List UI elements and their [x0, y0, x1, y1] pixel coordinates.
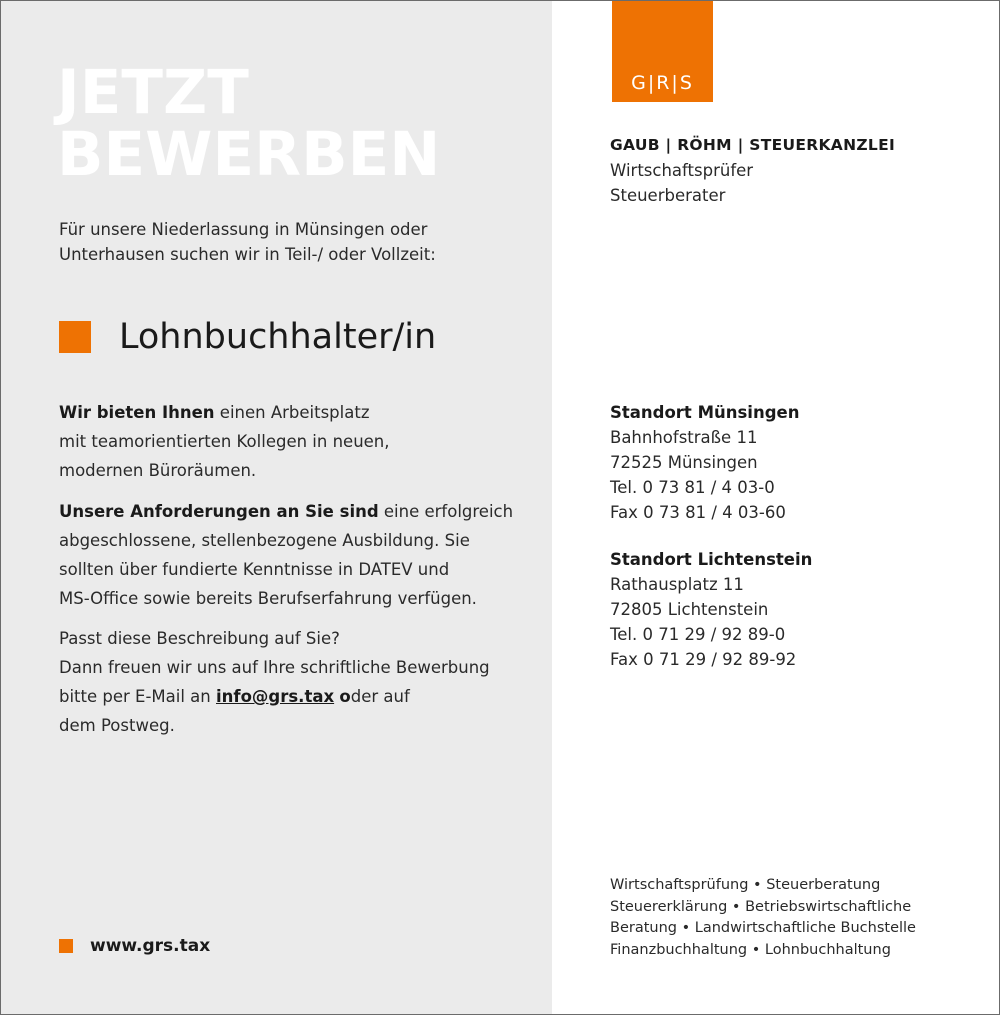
- requirements-bold: Unsere Anforderungen an Sie sind: [59, 502, 379, 521]
- website-row: [59, 936, 210, 956]
- location-title: Standort Münsingen: [610, 403, 800, 422]
- apply-paragraph: [59, 624, 529, 740]
- offer-bold: Wir bieten Ihnen: [59, 403, 215, 422]
- firm-name: GAUB | RÖHM | STEUERKANZLEI: [610, 136, 896, 154]
- apply-line-2: Dann freuen wir uns auf Ihre schriftliche Bewerbung: [59, 658, 490, 677]
- orange-bullet-icon: [59, 939, 73, 953]
- services-line-1: Wirtschaftsprüfung • Steuerberatung: [610, 877, 881, 893]
- firm-subtitle-1: Wirtschaftsprüfer: [610, 161, 754, 180]
- services-line-4: Finanzbuchhaltung • Lohnbuchhaltung: [610, 941, 891, 958]
- email-link[interactable]: info@grs.tax: [216, 687, 335, 706]
- requirements-paragraph: [59, 497, 529, 613]
- apply-line-4: dem Postweg.: [59, 716, 175, 735]
- location-muensingen: [610, 400, 990, 525]
- intro-text: [59, 217, 529, 267]
- location-tel: Tel. 0 71 29 / 92 89-0: [610, 625, 786, 644]
- location-city: 72805 Lichtenstein: [610, 600, 769, 619]
- offer-paragraph: [59, 398, 529, 485]
- intro-line-2: Unterhausen suchen wir in Teil-/ oder Vollzeit:: [59, 245, 436, 264]
- headline-line-1: JETZT: [57, 57, 249, 128]
- location-fax: Fax 0 73 81 / 4 03-60: [610, 503, 786, 522]
- grs-logo: [612, 1, 713, 102]
- headline-line-2: BEWERBEN: [57, 119, 441, 190]
- location-fax: Fax 0 71 29 / 92 89-92: [610, 650, 797, 669]
- services-line-2: Steuererklärung • Betriebswirtschaftliche: [610, 898, 912, 915]
- firm-subtitle-2: Steuerberater: [610, 186, 726, 205]
- orange-square-icon: [59, 321, 91, 353]
- apply-line-3-post: der auf: [350, 687, 410, 706]
- requirements-line-3: sollten über fundierte Kenntnisse in DATEV und: [59, 560, 450, 579]
- requirements-line-2: abgeschlossene, stellenbezogene Ausbildung. Sie: [59, 531, 470, 550]
- offer-line-1: einen Arbeitsplatz: [214, 403, 370, 422]
- job-heading: [59, 312, 436, 362]
- location-street: Rathausplatz 11: [610, 575, 744, 594]
- intro-line-1: Für unsere Niederlassung in Münsingen oder: [59, 220, 428, 239]
- apply-line-1: Passt diese Beschreibung auf Sie?: [59, 629, 340, 648]
- headline: [57, 57, 441, 190]
- requirements-line-1: eine erfolgreich: [378, 502, 514, 521]
- offer-line-2: mit teamorientierten Kollegen in neuen,: [59, 432, 390, 451]
- location-title: Standort Lichtenstein: [610, 550, 813, 569]
- services-line-3: Beratung • Landwirtschaftliche Buchstelle: [610, 920, 916, 936]
- location-city: 72525 Münsingen: [610, 453, 758, 472]
- offer-line-3: modernen Büroräumen.: [59, 461, 257, 480]
- job-title: Lohnbuchhalter/in: [119, 317, 437, 357]
- apply-line-3-pre: bitte per E-Mail an: [59, 687, 216, 706]
- location-lichtenstein: [610, 547, 990, 672]
- logo-text: G|R|S: [631, 72, 694, 94]
- services-list: [610, 875, 990, 961]
- location-tel: Tel. 0 73 81 / 4 03-0: [610, 478, 775, 497]
- location-street: Bahnhofstraße 11: [610, 428, 758, 447]
- apply-bold-o: o: [339, 687, 351, 706]
- requirements-line-4: MS-Office sowie bereits Berufserfahrung verfügen.: [59, 589, 477, 608]
- website-link[interactable]: www.grs.tax: [90, 936, 211, 956]
